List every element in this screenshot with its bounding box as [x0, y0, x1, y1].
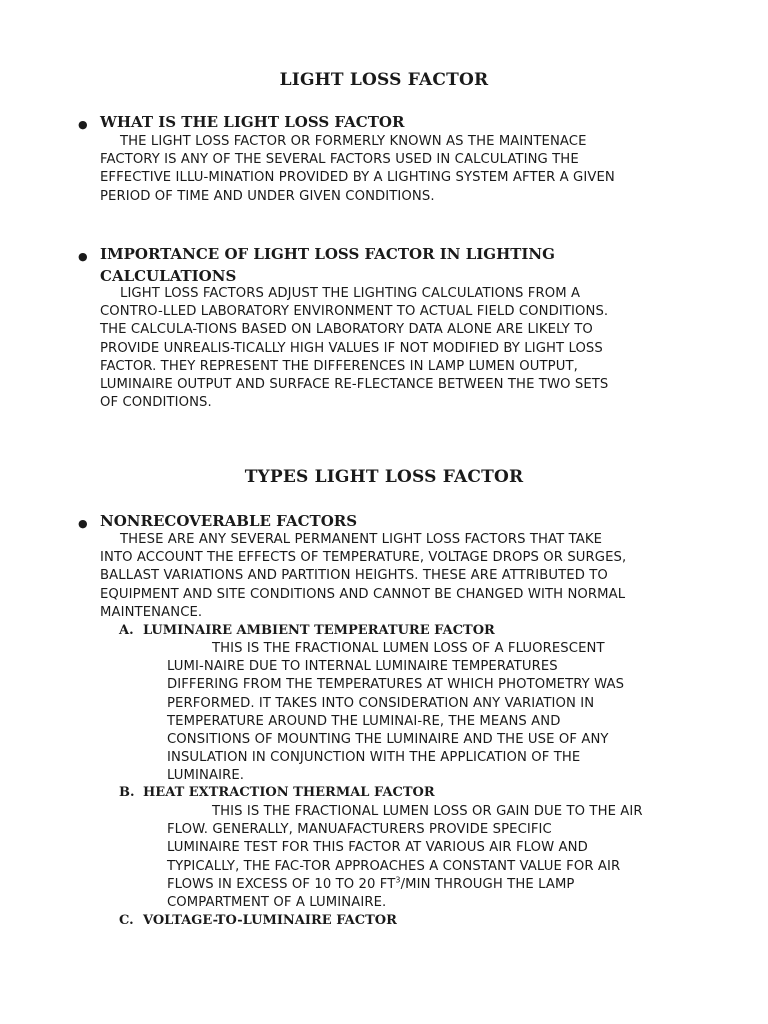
- body-line: FLOW. GENERALLY, MANUAFACTURERS PROVIDE SPECIFIC: [167, 822, 552, 838]
- body-line: DIFFERING FROM THE TEMPERATURES AT WHICH PHOTOMETRY WAS: [167, 677, 625, 693]
- body-line: PERIOD OF TIME AND UNDER GIVEN CONDITIONS.: [100, 188, 435, 204]
- body-line: FACTOR. THEY REPRESENT THE DIFFERENCES IN LAMP LUMEN OUTPUT,: [100, 358, 578, 374]
- item-marker-b: B.: [119, 785, 135, 800]
- body-line: THE CALCULA-TIONS BASED ON LABORATORY DATA ALONE ARE LIKELY TO: [100, 322, 593, 338]
- body-line: THIS IS THE FRACTIONAL LUMEN LOSS OR GAIN DUE TO THE AIR: [212, 804, 643, 819]
- body-line: INSULATION IN CONJUNCTION WITH THE APPLICATION OF THE: [167, 750, 581, 766]
- item-body-ambient-temperature: [167, 640, 624, 786]
- section-heading-nonrecoverable: NONRECOVERABLE FACTORS: [100, 512, 358, 530]
- item-heading-heat-extraction: HEAT EXTRACTION THERMAL FACTOR: [143, 785, 435, 800]
- line-text: FLOWS IN EXCESS OF 10 TO 20 FT: [167, 876, 396, 892]
- body-line: CONTRO-LLED LABORATORY ENVIRONMENT TO ACTUAL FIELD CONDITIONS.: [100, 304, 609, 320]
- types-title: TYPES LIGHT LOSS FACTOR: [244, 467, 524, 487]
- body-line: COMPARTMENT OF A LUMINAIRE.: [167, 895, 387, 911]
- section-body-importance: [100, 285, 608, 412]
- body-line: MAINTENANCE.: [100, 604, 203, 620]
- item-body-heat-extraction: [167, 803, 643, 912]
- body-line: TEMPERATURE AROUND THE LUMINAI-RE, THE MEANS AND: [167, 713, 561, 729]
- body-line: LUMINAIRE TEST FOR THIS FACTOR AT VARIOUS AIR FLOW AND: [167, 840, 588, 856]
- body-line: TYPICALLY, THE FAC-TOR APPROACHES A CONSTANT VALUE FOR AIR: [167, 858, 621, 874]
- body-line: LUMINAIRE OUTPUT AND SURFACE RE-FLECTANCE BETWEEN THE TWO SETS: [100, 377, 609, 393]
- bullet-dot: ●: [78, 118, 88, 131]
- body-line: THE LIGHT LOSS FACTOR OR FORMERLY KNOWN AS THE MAINTENACE: [120, 134, 587, 149]
- body-line-with-superscript: [167, 876, 643, 894]
- body-line: CONSITIONS OF MOUNTING THE LUMINAIRE AND THE USE OF ANY: [167, 732, 609, 748]
- section-heading-importance-line1: IMPORTANCE OF LIGHT LOSS FACTOR IN LIGHTING: [100, 245, 555, 263]
- body-line: EQUIPMENT AND SITE CONDITIONS AND CANNOT BE CHANGED WITH NORMAL: [100, 586, 626, 602]
- body-line: LUMINAIRE.: [167, 768, 245, 784]
- section-heading-importance-line2: CALCULATIONS: [100, 267, 237, 285]
- page-title: LIGHT LOSS FACTOR: [279, 70, 489, 90]
- line-text: /MIN THROUGH THE LAMP: [400, 876, 575, 892]
- item-marker-a: A.: [119, 623, 134, 638]
- body-line: PROVIDE UNREALIS-TICALLY HIGH VALUES IF NOT MODIFIED BY LIGHT LOSS: [100, 340, 603, 356]
- item-heading-voltage-to-luminaire: VOLTAGE-TO-LUMINAIRE FACTOR: [143, 913, 397, 928]
- body-line: LIGHT LOSS FACTORS ADJUST THE LIGHTING CALCULATIONS FROM A: [120, 286, 581, 301]
- body-line: FACTORY IS ANY OF THE SEVERAL FACTORS USED IN CALCULATING THE: [100, 152, 579, 168]
- body-line: LUMI-NAIRE DUE TO INTERNAL LUMINAIRE TEMPERATURES: [167, 659, 558, 675]
- bullet-dot: ●: [78, 250, 88, 263]
- bullet-dot: ●: [78, 517, 88, 530]
- superscript-exponent: 3: [395, 875, 401, 885]
- item-heading-ambient-temperature: LUMINAIRE AMBIENT TEMPERATURE FACTOR: [143, 623, 495, 638]
- item-marker-c: C.: [119, 913, 134, 928]
- section-body-what-is-llf: [100, 133, 615, 206]
- section-heading-what-is-llf: WHAT IS THE LIGHT LOSS FACTOR: [100, 113, 405, 131]
- body-line: PERFORMED. IT TAKES INTO CONSIDERATION ANY VARIATION IN: [167, 695, 595, 711]
- body-line: EFFECTIVE ILLU-MINATION PROVIDED BY A LIGHTING SYSTEM AFTER A GIVEN: [100, 170, 615, 186]
- body-line: INTO ACCOUNT THE EFFECTS OF TEMPERATURE, VOLTAGE DROPS OR SURGES,: [100, 550, 627, 566]
- body-line: THIS IS THE FRACTIONAL LUMEN LOSS OF A FLUORESCENT: [212, 641, 605, 656]
- body-line: THESE ARE ANY SEVERAL PERMANENT LIGHT LOSS FACTORS THAT TAKE: [120, 532, 603, 547]
- body-line: BALLAST VARIATIONS AND PARTITION HEIGHTS. THESE ARE ATTRIBUTED TO: [100, 568, 608, 584]
- body-line: OF CONDITIONS.: [100, 395, 212, 411]
- section-body-nonrecoverable: [100, 531, 626, 622]
